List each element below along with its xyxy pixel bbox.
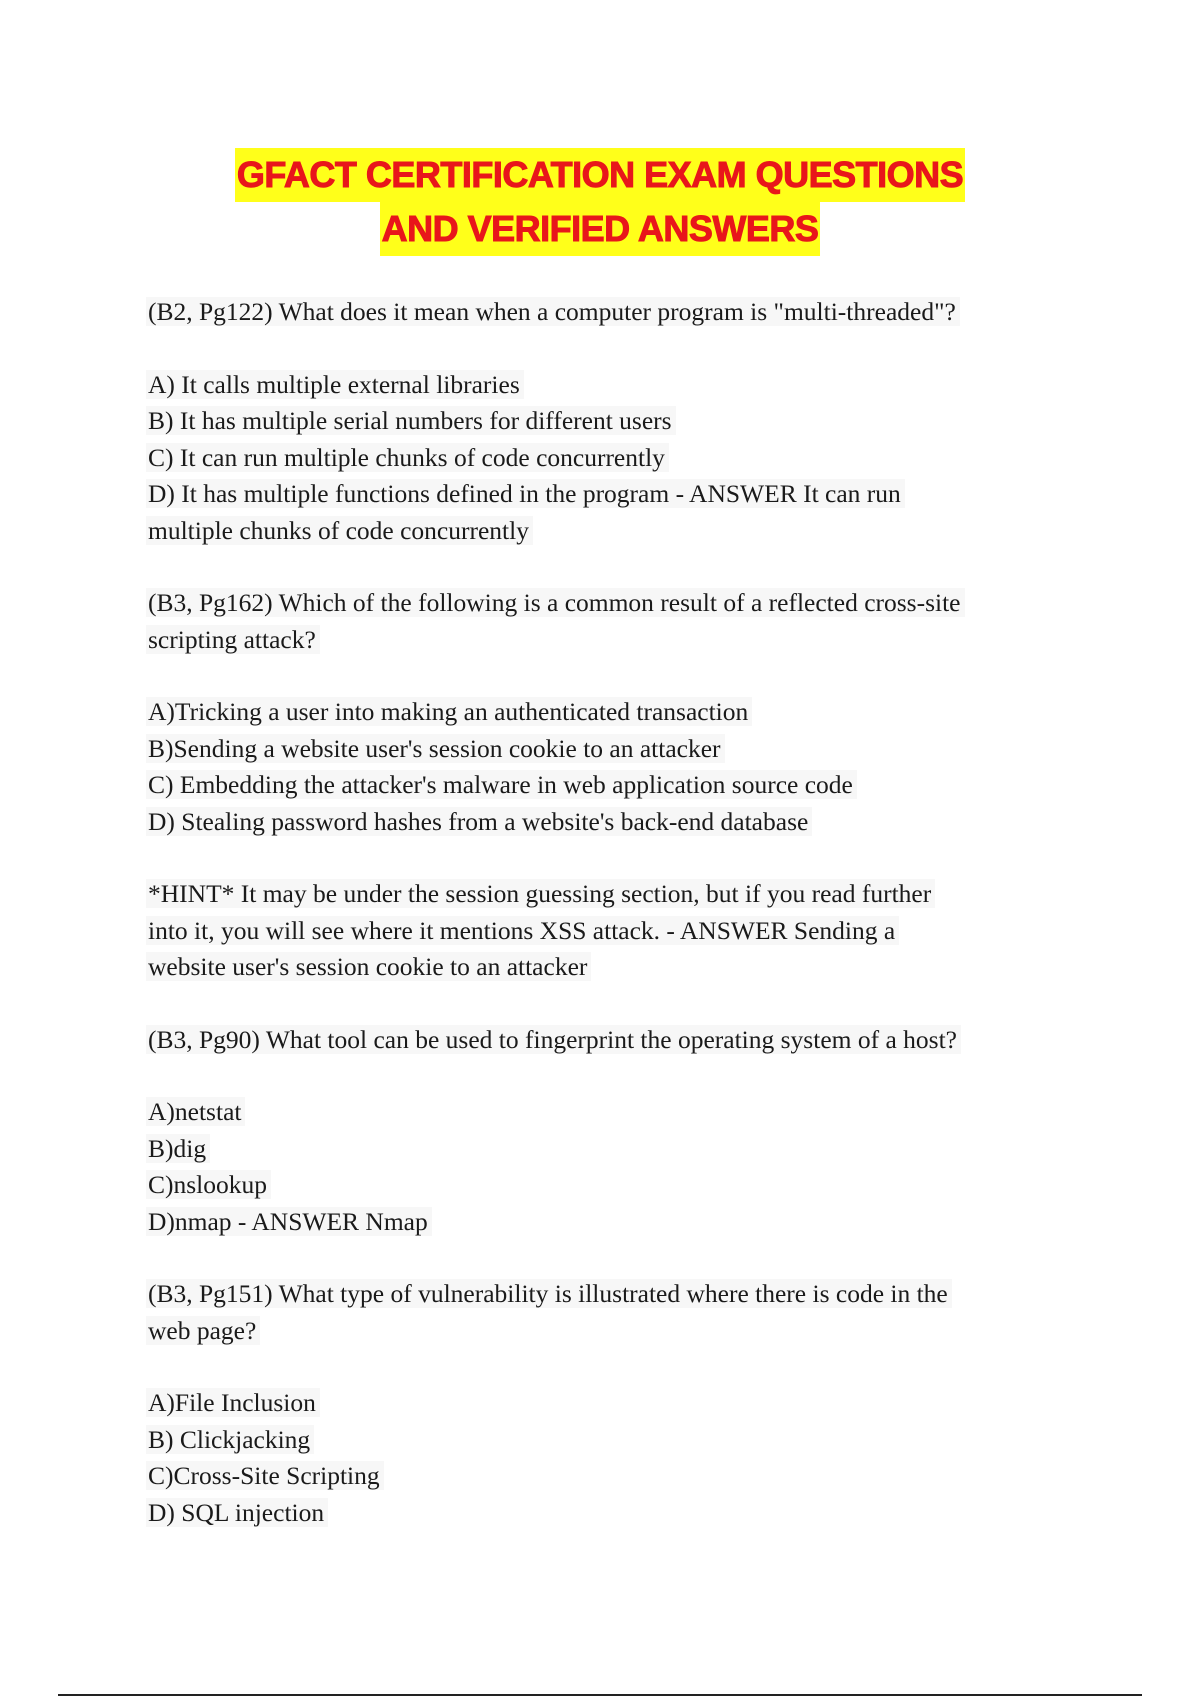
option-c: C)nslookup bbox=[146, 1167, 1066, 1204]
question-1 bbox=[146, 294, 1066, 331]
footer-divider bbox=[58, 1694, 1142, 1696]
option-b: B)dig bbox=[146, 1131, 1066, 1168]
option-b: B) It has multiple serial numbers for different users bbox=[146, 403, 1066, 440]
question-2-options bbox=[146, 694, 1066, 840]
option-b: B) Clickjacking bbox=[146, 1422, 1066, 1459]
hint-line-3: website user's session cookie to an attacker bbox=[146, 949, 1066, 986]
option-d: D) Stealing password hashes from a website's back-end database bbox=[146, 804, 1066, 841]
question-text-line-1: (B3, Pg162) Which of the following is a common result of a reflected cross-site bbox=[146, 585, 1066, 622]
option-d-with-answer: D)nmap - ANSWER Nmap bbox=[146, 1204, 1066, 1241]
option-a: A)Tricking a user into making an authenticated transaction bbox=[146, 694, 1066, 731]
question-4-options bbox=[146, 1385, 1066, 1531]
question-text: (B2, Pg122) What does it mean when a computer program is "multi-threaded"? bbox=[146, 294, 1066, 331]
question-text-line-1: (B3, Pg151) What type of vulnerability is illustrated where there is code in the bbox=[146, 1276, 1066, 1313]
option-a: A) It calls multiple external libraries bbox=[146, 367, 1066, 404]
title-line-1: GFACT CERTIFICATION EXAM QUESTIONS bbox=[235, 148, 965, 202]
option-c: C) Embedding the attacker's malware in web application source code bbox=[146, 767, 1066, 804]
question-text-line-2: web page? bbox=[146, 1313, 1066, 1350]
question-3 bbox=[146, 1022, 1066, 1059]
question-text: (B3, Pg90) What tool can be used to fingerprint the operating system of a host? bbox=[146, 1022, 1066, 1059]
option-a: A)File Inclusion bbox=[146, 1385, 1066, 1422]
option-b: B)Sending a website user's session cookie to an attacker bbox=[146, 731, 1066, 768]
option-a: A)netstat bbox=[146, 1094, 1066, 1131]
question-1-options bbox=[146, 367, 1066, 550]
question-4 bbox=[146, 1276, 1066, 1349]
hint-line-1: *HINT* It may be under the session guessing section, but if you read further bbox=[146, 876, 1066, 913]
document-body bbox=[146, 294, 1066, 1567]
option-c: C)Cross-Site Scripting bbox=[146, 1458, 1066, 1495]
answer-continuation: multiple chunks of code concurrently bbox=[146, 513, 1066, 550]
question-2-hint-answer bbox=[146, 876, 1066, 986]
question-2 bbox=[146, 585, 1066, 658]
option-d: D) SQL injection bbox=[146, 1495, 1066, 1532]
document-title bbox=[0, 148, 1200, 256]
question-text-line-2: scripting attack? bbox=[146, 622, 1066, 659]
hint-line-2: into it, you will see where it mentions XSS attack. - ANSWER Sending a bbox=[146, 913, 1066, 950]
title-line-2: AND VERIFIED ANSWERS bbox=[380, 202, 821, 256]
option-d-with-answer: D) It has multiple functions defined in the program - ANSWER It can run bbox=[146, 476, 1066, 513]
question-3-options bbox=[146, 1094, 1066, 1240]
option-c: C) It can run multiple chunks of code concurrently bbox=[146, 440, 1066, 477]
